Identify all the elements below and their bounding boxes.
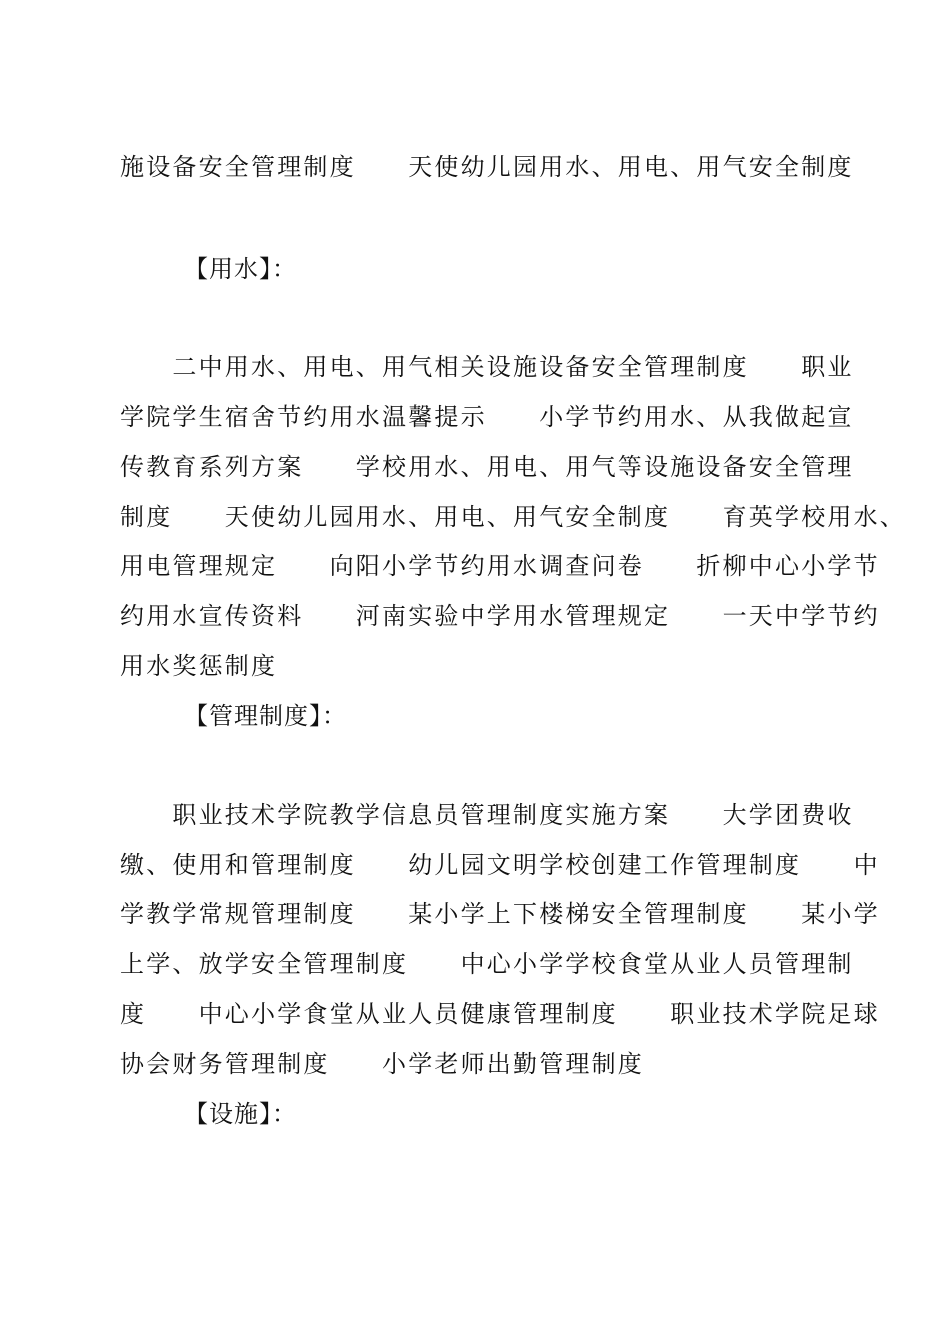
management-paragraph-line: 学教学常规管理制度 某小学上下楼梯安全管理制度 某小学	[120, 900, 880, 928]
water-paragraph-line: 二中用水、用电、用气相关设施设备安全管理制度 职业	[120, 353, 854, 381]
water-paragraph-line: 学院学生宿舍节约用水温馨提示 小学节约用水、从我做起宣	[120, 403, 854, 431]
section-heading-water: 【用水】：	[184, 255, 297, 283]
management-paragraph-line: 缴、使用和管理制度 幼儿园文明学校创建工作管理制度 中	[120, 851, 880, 879]
water-paragraph-line: 用电管理规定 向阳小学节约用水调查问卷 折柳中心小学节	[120, 552, 880, 580]
management-paragraph-line: 度 中心小学食堂从业人员健康管理制度 职业技术学院足球	[120, 1000, 880, 1028]
section-heading-management: 【管理制度】：	[184, 702, 347, 730]
management-paragraph-line: 协会财务管理制度 小学老师出勤管理制度	[120, 1050, 644, 1078]
section-heading-facilities: 【设施】：	[184, 1100, 297, 1128]
water-paragraph-line: 制度 天使幼儿园用水、用电、用气安全制度 育英学校用水、	[120, 503, 906, 531]
water-paragraph-line: 传教育系列方案 学校用水、用电、用气等设施设备安全管理	[120, 453, 854, 481]
top-paragraph-line: 施设备安全管理制度 天使幼儿园用水、用电、用气安全制度	[120, 153, 854, 181]
water-paragraph-line: 约用水宣传资料 河南实验中学用水管理规定 一天中学节约	[120, 602, 880, 630]
water-paragraph-line: 用水奖惩制度	[120, 652, 278, 680]
management-paragraph-line: 上学、放学安全管理制度 中心小学学校食堂从业人员管理制	[120, 950, 854, 978]
management-paragraph-line: 职业技术学院教学信息员管理制度实施方案 大学团费收	[120, 801, 854, 829]
